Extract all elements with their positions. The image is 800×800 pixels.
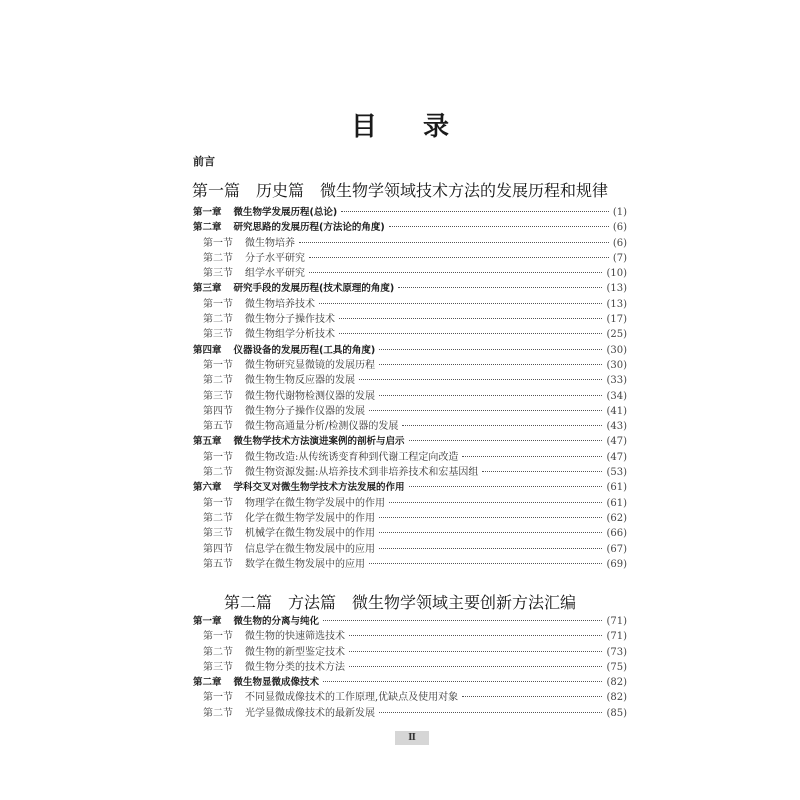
entry-number: 第二节 xyxy=(203,707,233,719)
toc-section-entry[interactable] xyxy=(193,511,627,526)
toc-chapter-entry[interactable] xyxy=(193,480,627,495)
entry-page-number: (7) xyxy=(612,252,627,264)
entry-page-number: (6) xyxy=(612,222,627,234)
toc-section-entry[interactable] xyxy=(193,358,627,373)
entry-title: 微生物学发展历程(总论) xyxy=(233,207,338,218)
entry-page-number: (1) xyxy=(612,207,627,218)
entry-title: 光学显微成像技术的最新发展 xyxy=(245,707,375,719)
entry-number: 第一节 xyxy=(203,298,233,310)
toc-section-entry[interactable] xyxy=(193,373,627,388)
entry-number: 第三章 xyxy=(193,283,222,295)
dot-leader xyxy=(369,410,602,411)
part-2-heading: 第二篇 方法篇 微生物学领域主要创新方法汇编 xyxy=(223,593,576,612)
dot-leader xyxy=(379,712,602,713)
entry-page-number: (6) xyxy=(612,237,627,249)
entry-page-number: (43) xyxy=(606,421,627,433)
part-2-toc xyxy=(193,614,627,721)
entry-page-number: (71) xyxy=(606,616,627,627)
toc-chapter-entry[interactable] xyxy=(193,614,627,629)
entry-number: 第五节 xyxy=(203,558,233,570)
entry-page-number: (13) xyxy=(606,283,627,295)
toc-section-entry[interactable] xyxy=(193,557,627,572)
entry-title: 不同显微成像技术的工作原理,优缺点及使用对象 xyxy=(245,692,459,704)
entry-page-number: (47) xyxy=(606,436,627,448)
dot-leader xyxy=(379,532,602,533)
entry-number: 第三节 xyxy=(203,329,233,341)
entry-page-number: (85) xyxy=(606,707,627,719)
toc-section-entry[interactable] xyxy=(193,389,627,404)
entry-page-number: (33) xyxy=(606,375,627,387)
toc-chapter-entry[interactable] xyxy=(193,281,627,296)
toc-chapter-entry[interactable] xyxy=(193,675,627,690)
entry-page-number: (69) xyxy=(606,558,627,570)
entry-page-number: (71) xyxy=(606,631,627,643)
toc-section-entry[interactable] xyxy=(193,236,627,251)
toc-section-entry[interactable] xyxy=(193,251,627,266)
entry-page-number: (82) xyxy=(606,677,627,689)
entry-title: 仪器设备的发展历程(工具的角度) xyxy=(233,344,376,356)
dot-leader xyxy=(379,548,602,549)
entry-page-number: (62) xyxy=(606,512,627,524)
toc-chapter-entry[interactable] xyxy=(193,434,627,449)
entry-number: 第一节 xyxy=(203,692,233,704)
entry-title: 化学在微生物学发展中的作用 xyxy=(245,512,375,524)
entry-number: 第一节 xyxy=(203,497,233,509)
toc-section-entry[interactable] xyxy=(193,645,627,660)
entry-page-number: (10) xyxy=(606,268,627,280)
entry-title: 研究手段的发展历程(技术原理的角度) xyxy=(233,283,395,295)
page-title xyxy=(0,106,800,143)
toc-section-entry[interactable] xyxy=(193,312,627,327)
entry-number: 第六章 xyxy=(193,482,222,494)
entry-number: 第三节 xyxy=(203,528,233,540)
dot-leader xyxy=(482,471,602,472)
toc-section-entry[interactable] xyxy=(193,496,627,511)
dot-leader xyxy=(389,226,609,227)
entry-title: 微生物的快速筛选技术 xyxy=(245,631,345,643)
dot-leader xyxy=(323,681,602,682)
entry-title: 微生物分类的技术方法 xyxy=(245,661,345,673)
entry-title: 微生物资源发掘:从培养技术到非培养技术和宏基因组 xyxy=(245,467,479,479)
entry-number: 第四章 xyxy=(193,344,222,356)
toc-section-entry[interactable] xyxy=(193,327,627,342)
dot-leader xyxy=(398,287,602,288)
toc-section-entry[interactable] xyxy=(193,266,627,281)
entry-page-number: (30) xyxy=(606,344,627,356)
toc-entry-preface[interactable]: 前言 xyxy=(193,155,215,168)
entry-number: 第五章 xyxy=(193,436,222,448)
entry-number: 第二章 xyxy=(193,677,222,689)
entry-number: 第四节 xyxy=(203,543,233,555)
entry-title: 机械学在微生物发展中的作用 xyxy=(245,528,375,540)
entry-number: 第二节 xyxy=(203,512,233,524)
entry-title: 微生物学技术方法演进案例的剖析与启示 xyxy=(233,436,405,448)
dot-leader xyxy=(409,486,603,487)
entry-title: 微生物显微成像技术 xyxy=(233,677,320,689)
entry-page-number: (41) xyxy=(606,405,627,417)
toc-chapter-entry[interactable] xyxy=(193,220,627,235)
entry-title: 微生物组学分析技术 xyxy=(245,329,335,341)
entry-title: 微生物培养 xyxy=(245,237,295,249)
dot-leader xyxy=(369,563,602,564)
entry-title: 微生物改造:从传统诱变育种到代谢工程定向改造 xyxy=(245,451,459,463)
entry-title: 微生物代谢物检测仪器的发展 xyxy=(245,390,375,402)
entry-page-number: (73) xyxy=(606,646,627,658)
entry-title: 学科交叉对微生物学技术方法发展的作用 xyxy=(233,482,405,494)
entry-title: 微生物分子操作技术 xyxy=(245,314,335,326)
entry-number: 第三节 xyxy=(203,661,233,673)
toc-section-entry[interactable] xyxy=(193,706,627,721)
toc-section-entry[interactable] xyxy=(193,419,627,434)
entry-number: 第一节 xyxy=(203,451,233,463)
entry-page-number: (47) xyxy=(606,451,627,463)
entry-page-number: (30) xyxy=(606,359,627,371)
title-char-2: 录 xyxy=(423,112,450,142)
entry-title: 微生物研究显微镜的发展历程 xyxy=(245,359,375,371)
dot-leader xyxy=(379,517,602,518)
entry-number: 第三节 xyxy=(203,268,233,280)
toc-section-entry[interactable] xyxy=(193,629,627,644)
dot-leader xyxy=(402,425,602,426)
entry-title: 微生物的分离与纯化 xyxy=(233,616,320,627)
entry-number: 第四节 xyxy=(203,405,233,417)
toc-section-entry[interactable] xyxy=(193,404,627,419)
page-number-badge: Ⅱ xyxy=(395,731,429,745)
entry-title: 信息学在微生物发展中的应用 xyxy=(245,543,375,555)
entry-title: 物理学在微生物学发展中的作用 xyxy=(245,497,385,509)
entry-title: 微生物培养技术 xyxy=(245,298,315,310)
entry-number: 第一节 xyxy=(203,237,233,249)
entry-number: 第五节 xyxy=(203,421,233,433)
entry-page-number: (66) xyxy=(606,528,627,540)
dot-leader xyxy=(299,242,609,243)
entry-title: 微生物高通量分析/检测仪器的发展 xyxy=(245,421,399,433)
dot-leader xyxy=(349,666,602,667)
entry-page-number: (25) xyxy=(606,329,627,341)
toc-chapter-entry[interactable] xyxy=(193,205,627,220)
entry-number: 第一节 xyxy=(203,631,233,643)
entry-page-number: (67) xyxy=(606,543,627,555)
entry-title: 微生物生物反应器的发展 xyxy=(245,375,355,387)
toc-section-entry[interactable] xyxy=(193,465,627,480)
entry-page-number: (82) xyxy=(606,692,627,704)
dot-leader xyxy=(379,349,602,350)
entry-page-number: (13) xyxy=(606,298,627,310)
dot-leader xyxy=(462,696,602,697)
entry-page-number: (61) xyxy=(606,497,627,509)
entry-title: 分子水平研究 xyxy=(245,252,305,264)
toc-section-entry[interactable] xyxy=(193,660,627,675)
entry-page-number: (61) xyxy=(606,482,627,494)
entry-number: 第二节 xyxy=(203,467,233,479)
entry-title: 组学水平研究 xyxy=(245,268,305,280)
dot-leader xyxy=(309,272,602,273)
dot-leader xyxy=(462,456,602,457)
dot-leader xyxy=(341,211,609,212)
dot-leader xyxy=(349,651,602,652)
dot-leader xyxy=(339,333,602,334)
toc-section-entry[interactable] xyxy=(193,542,627,557)
entry-number: 第一章 xyxy=(193,207,222,218)
dot-leader xyxy=(349,635,602,636)
toc-section-entry[interactable] xyxy=(193,297,627,312)
dot-leader xyxy=(379,395,602,396)
dot-leader xyxy=(323,620,602,621)
entry-title: 微生物的新型鉴定技术 xyxy=(245,646,345,658)
part-1-toc xyxy=(193,205,627,572)
dot-leader xyxy=(319,303,602,304)
dot-leader xyxy=(309,257,609,258)
dot-leader xyxy=(359,379,602,380)
entry-number: 第二节 xyxy=(203,314,233,326)
toc-section-entry[interactable] xyxy=(193,690,627,705)
title-char-1: 目 xyxy=(350,112,377,142)
entry-number: 第二节 xyxy=(203,646,233,658)
entry-number: 第三节 xyxy=(203,390,233,402)
toc-chapter-entry[interactable] xyxy=(193,343,627,358)
entry-number: 第二节 xyxy=(203,375,233,387)
entry-page-number: (75) xyxy=(606,661,627,673)
entry-title: 研究思路的发展历程(方法论的角度) xyxy=(233,222,385,234)
entry-page-number: (17) xyxy=(606,314,627,326)
entry-page-number: (34) xyxy=(606,390,627,402)
dot-leader xyxy=(409,440,603,441)
dot-leader xyxy=(389,502,602,503)
entry-number: 第一章 xyxy=(193,616,222,627)
part-1-heading: 第一篇 历史篇 微生物学领域技术方法的发展历程和规律 xyxy=(191,181,608,200)
entry-title: 微生物分子操作仪器的发展 xyxy=(245,405,365,417)
entry-page-number: (53) xyxy=(606,467,627,479)
toc-section-entry[interactable] xyxy=(193,450,627,465)
entry-title: 数学在微生物发展中的应用 xyxy=(245,558,365,570)
toc-section-entry[interactable] xyxy=(193,526,627,541)
entry-number: 第二章 xyxy=(193,222,222,234)
entry-number: 第二节 xyxy=(203,252,233,264)
dot-leader xyxy=(339,318,602,319)
entry-number: 第一节 xyxy=(203,359,233,371)
dot-leader xyxy=(379,364,602,365)
